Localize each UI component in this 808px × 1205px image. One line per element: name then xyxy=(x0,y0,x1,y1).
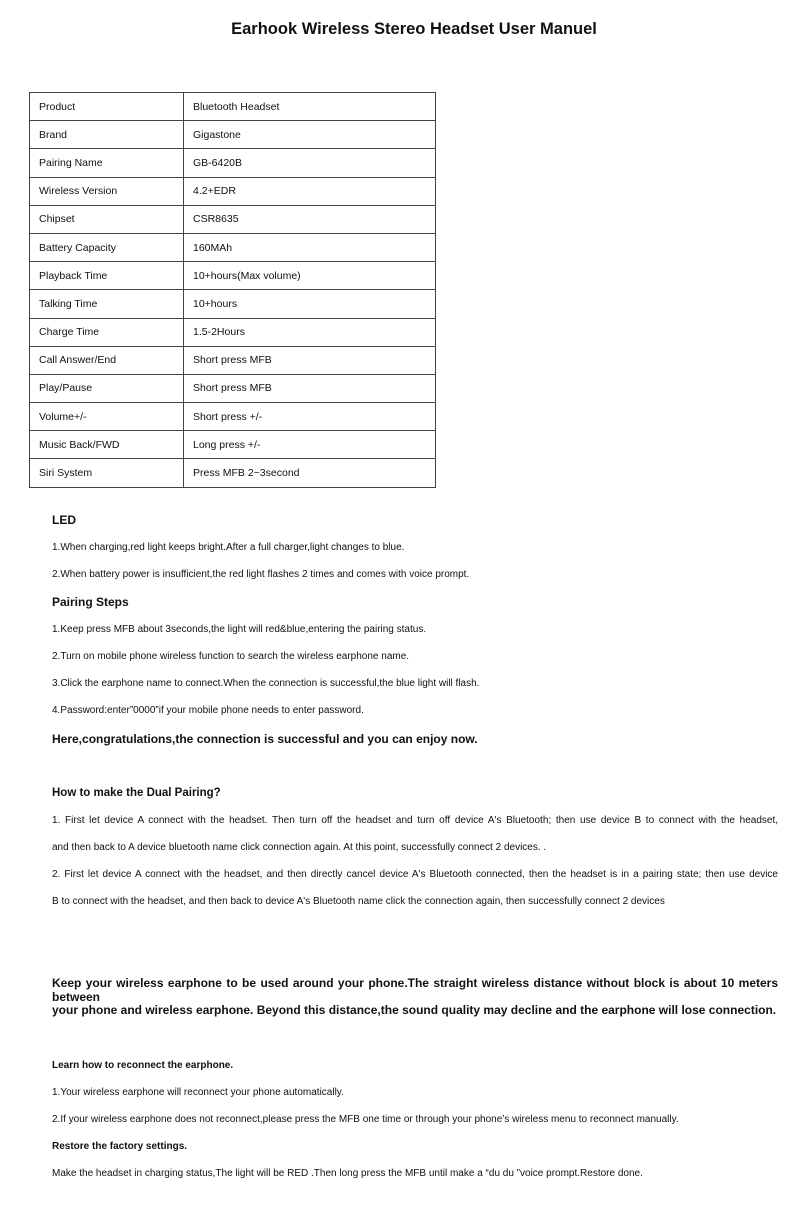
spec-label: Product xyxy=(30,93,184,121)
dual-heading: How to make the Dual Pairing? xyxy=(52,787,221,799)
spec-label: Music Back/FWD xyxy=(30,431,184,459)
led-item: 2.When battery power is insufficient,the red light flashes 2 times and comes with voice prompt. xyxy=(52,569,470,580)
page-title: Earhook Wireless Stereo Headset User Manuel xyxy=(231,20,597,38)
spec-table-body xyxy=(30,93,436,488)
spec-label: Siri System xyxy=(30,459,184,487)
restore-heading: Restore the factory settings. xyxy=(52,1141,188,1152)
reconnect-item: 2.If your wireless earphone does not reconnect,please press the MFB one time or through your phone’s wireless menu to reconnect manually. xyxy=(52,1114,679,1125)
spec-table xyxy=(29,92,436,488)
spec-label: Wireless Version xyxy=(30,177,184,205)
spec-row xyxy=(30,177,436,205)
spec-value: Bluetooth Headset xyxy=(184,93,436,121)
pairing-item: 3.Click the earphone name to connect.When the connection is successful,the blue light will flash. xyxy=(52,678,480,689)
spec-value: Long press +/- xyxy=(184,431,436,459)
distance-note-line: Keep your wireless earphone to be used around your phone.The straight wireless distance without block is about 10 meters between xyxy=(52,976,778,1004)
spec-row xyxy=(30,403,436,431)
spec-row xyxy=(30,431,436,459)
dual-paragraph-line: B to connect with the headset, and then back to device A's Bluetooth name click the connection again, then successfully connect 2 devices xyxy=(52,896,665,907)
spec-label: Playback Time xyxy=(30,262,184,290)
spec-row xyxy=(30,205,436,233)
spec-value: CSR8635 xyxy=(184,205,436,233)
spec-row xyxy=(30,262,436,290)
spec-label: Play/Pause xyxy=(30,374,184,402)
pairing-heading: Pairing Steps xyxy=(52,595,129,609)
led-heading: LED xyxy=(52,513,76,527)
spec-value: 4.2+EDR xyxy=(184,177,436,205)
spec-value: 160MAh xyxy=(184,233,436,261)
spec-value: Short press MFB xyxy=(184,374,436,402)
spec-row xyxy=(30,93,436,121)
spec-row xyxy=(30,121,436,149)
spec-label: Pairing Name xyxy=(30,149,184,177)
spec-value: 1.5-2Hours xyxy=(184,318,436,346)
spec-label: Battery Capacity xyxy=(30,233,184,261)
pairing-item: 1.Keep press MFB about 3seconds,the light will red&blue,entering the pairing status. xyxy=(52,624,427,635)
spec-value: Short press MFB xyxy=(184,346,436,374)
spec-label: Volume+/- xyxy=(30,403,184,431)
dual-paragraph-line: 2. First let device A connect with the headset, and then directly cancel device A's Bluetooth connected, then the headset is in a pairing state; then use device xyxy=(52,869,778,880)
dual-paragraph-line: 1. First let device A connect with the headset. Then turn off the headset and turn off device A's Bluetooth; then use device B to connect with the headset, xyxy=(52,815,778,826)
spec-value: 10+hours xyxy=(184,290,436,318)
spec-row xyxy=(30,233,436,261)
dual-paragraph-line: and then back to A device bluetooth name click connection again. At this point, successfully connect 2 devices. . xyxy=(52,842,547,853)
spec-row xyxy=(30,346,436,374)
reconnect-item: 1.Your wireless earphone will reconnect your phone automatically. xyxy=(52,1087,344,1098)
spec-value: 10+hours(Max volume) xyxy=(184,262,436,290)
spec-row xyxy=(30,374,436,402)
spec-row xyxy=(30,290,436,318)
spec-row xyxy=(30,459,436,487)
spec-value: GB-6420B xyxy=(184,149,436,177)
spec-label: Chipset xyxy=(30,205,184,233)
spec-value: Press MFB 2~3second xyxy=(184,459,436,487)
spec-label: Brand xyxy=(30,121,184,149)
spec-value: Short press +/- xyxy=(184,403,436,431)
pairing-item: 4.Password:enter”0000”if your mobile phone needs to enter password. xyxy=(52,705,364,716)
spec-label: Charge Time xyxy=(30,318,184,346)
spec-row xyxy=(30,149,436,177)
spec-value: Gigastone xyxy=(184,121,436,149)
reconnect-heading: Learn how to reconnect the earphone. xyxy=(52,1060,234,1071)
restore-text: Make the headset in charging status,The light will be RED .Then long press the MFB until make a “du du ”voice prompt.Restore done. xyxy=(52,1168,643,1179)
led-item: 1.When charging,red light keeps bright.After a full charger,light changes to blue. xyxy=(52,542,405,553)
pairing-item: 2.Turn on mobile phone wireless function to search the wireless earphone name. xyxy=(52,651,410,662)
distance-note-line: your phone and wireless earphone. Beyond this distance,the sound quality may decline and the earphone will lose connection. xyxy=(52,1003,777,1017)
pairing-conclusion: Here,congratulations,the connection is successful and you can enjoy now. xyxy=(52,732,478,746)
spec-label: Call Answer/End xyxy=(30,346,184,374)
spec-row xyxy=(30,318,436,346)
spec-label: Talking Time xyxy=(30,290,184,318)
